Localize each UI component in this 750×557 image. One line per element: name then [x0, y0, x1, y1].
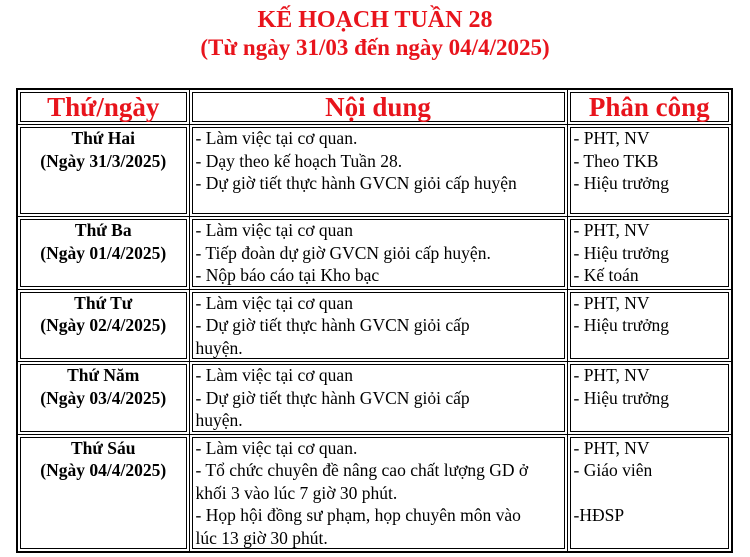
assign-line: -HĐSP — [573, 505, 625, 525]
day-date: (Ngày 03/4/2025) — [40, 387, 167, 408]
assign-line: - PHT, NV — [573, 128, 650, 148]
assign-line: - Theo TKB — [573, 150, 659, 171]
day-cell — [17, 289, 189, 362]
table-row — [17, 289, 732, 362]
content-cell — [189, 362, 567, 435]
day-name: Thứ Hai — [71, 128, 135, 148]
content-line: - Họp hội đồng sư phạm, họp chuyên môn vào lúc 13 giờ 30 phút. — [195, 505, 521, 548]
table-row — [17, 217, 732, 290]
assign-line — [574, 482, 726, 505]
table-header-row — [17, 89, 732, 125]
content-line: - Nộp báo cáo tại Kho bạc — [195, 265, 380, 285]
column-header-day: Thứ/ngày — [17, 89, 189, 125]
assign-cell — [567, 217, 732, 290]
content-line: - Làm việc tại cơ quan — [195, 292, 353, 313]
content-line: - Dạy theo kế hoạch Tuần 28. — [195, 150, 403, 171]
assign-cell — [567, 434, 732, 552]
assign-cell — [567, 125, 732, 217]
table-row — [17, 434, 732, 552]
day-cell — [17, 362, 189, 435]
content-line: - Làm việc tại cơ quan. — [195, 128, 358, 148]
content-cell — [189, 217, 567, 290]
day-date: (Ngày 04/4/2025) — [40, 460, 167, 480]
content-line: - Dự giờ tiết thực hành GVCN giỏi cấp huyện — [195, 173, 517, 193]
day-date: (Ngày 01/4/2025) — [40, 242, 167, 263]
day-cell — [17, 217, 189, 290]
content-line: - Dự giờ tiết thực hành GVCN giỏi cấp huyện. — [195, 315, 470, 358]
page-subtitle: (Từ ngày 31/03 đến ngày 04/4/2025) — [200, 35, 550, 60]
day-cell — [17, 125, 189, 217]
assign-cell — [567, 289, 732, 362]
day-date: (Ngày 02/4/2025) — [40, 315, 167, 335]
schedule-table — [16, 88, 733, 553]
day-name: Thứ Tư — [74, 292, 133, 313]
assign-line: - Giáo viên — [573, 460, 653, 480]
assign-line: - PHT, NV — [573, 220, 650, 240]
assign-line: - Hiệu trưởng — [573, 173, 670, 193]
assign-line: - Hiệu trưởng — [573, 387, 670, 408]
content-cell — [189, 289, 567, 362]
day-date: (Ngày 31/3/2025) — [40, 150, 167, 171]
assign-line: - Hiệu trưởng — [573, 242, 670, 263]
assign-line: - Hiệu trưởng — [573, 315, 670, 335]
table-row — [17, 362, 732, 435]
content-line: - Làm việc tại cơ quan — [195, 365, 353, 385]
assign-line: - PHT, NV — [573, 437, 650, 458]
assign-cell — [567, 362, 732, 435]
day-cell — [17, 434, 189, 552]
assign-line: - Kế toán — [573, 265, 639, 285]
column-header-assign: Phân công — [567, 89, 732, 125]
day-name: Thứ Ba — [74, 220, 132, 240]
content-cell — [189, 125, 567, 217]
assign-line: - PHT, NV — [573, 365, 650, 385]
column-header-content: Nội dung — [189, 89, 567, 125]
day-name: Thứ Sáu — [71, 437, 136, 458]
day-name: Thứ Năm — [67, 365, 140, 385]
table-row — [17, 125, 732, 217]
content-cell — [189, 434, 567, 552]
schedule-table-wrapper — [16, 88, 731, 553]
content-line: - Tổ chức chuyên đề nâng cao chất lượng GD ở khối 3 vào lúc 7 giờ 30 phút. — [195, 460, 529, 503]
assign-line: - PHT, NV — [573, 292, 650, 313]
page-title: KẾ HOẠCH TUẦN 28 — [257, 7, 493, 33]
content-line: - Dự giờ tiết thực hành GVCN giỏi cấp huyện. — [195, 387, 470, 430]
content-line: - Tiếp đoàn dự giờ GVCN giỏi cấp huyện. — [195, 242, 491, 263]
content-line: - Làm việc tại cơ quan — [195, 220, 353, 240]
content-line: - Làm việc tại cơ quan. — [195, 437, 358, 458]
